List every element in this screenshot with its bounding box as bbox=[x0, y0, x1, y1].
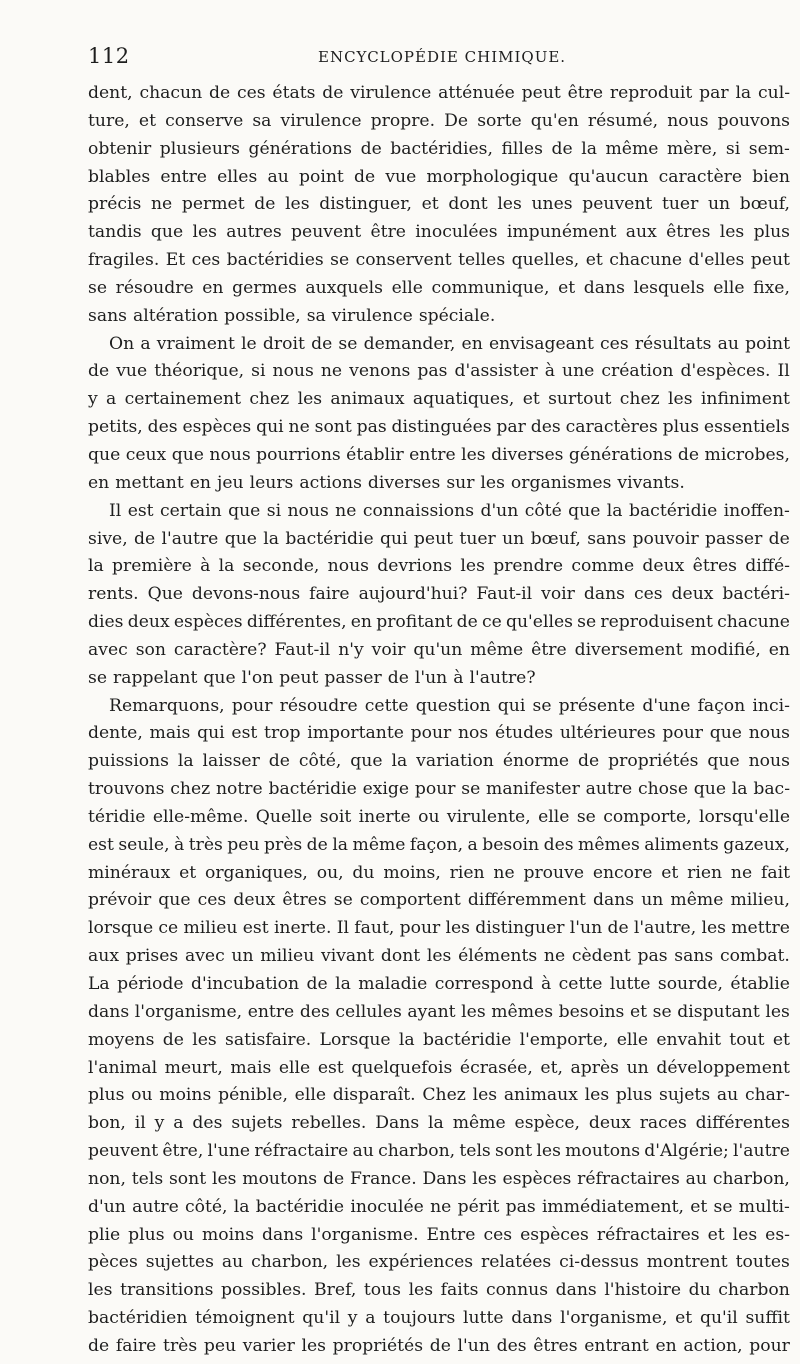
text-line: Il est certain que si nous ne connaissions d'un côté que la bactéridie inoffen- bbox=[109, 500, 790, 521]
text-line: On a vraiment le droit de se demander, en envisageant ces résultats au point bbox=[109, 333, 790, 354]
text-line: obtenir plusieurs générations de bactéridies, filles de la même mère, si sem- bbox=[88, 138, 790, 159]
text-line: les transitions possibles. Bref, tous les faits connus dans l'histoire du charbon bbox=[88, 1280, 790, 1301]
text-line: minéraux et organiques, ou, du moins, rien ne prouve encore et rien ne fait bbox=[88, 862, 790, 883]
text-line: dente, mais qui est trop importante pour nos études ultérieures pour que nous bbox=[88, 723, 790, 744]
text-line: pèces sujettes au charbon, les expériences relatées ci-dessus montrent toutes bbox=[88, 1252, 790, 1273]
text-line: tandis que les autres peuvent être inoculées impunément aux êtres les plus bbox=[88, 222, 790, 243]
text-line: ture, et conserve sa virulence propre. De sorte qu'en résumé, nous pouvons bbox=[88, 110, 790, 131]
text-line: est seule, à très peu près de la même façon, a besoin des mêmes aliments gazeux, bbox=[88, 834, 790, 855]
text-line: que ceux que nous pourrions établir entre les diverses générations de microbes, bbox=[88, 444, 790, 465]
text-line: dent, chacun de ces états de virulence atténuée peut être reproduit par la cul- bbox=[88, 83, 790, 103]
text-line: bon, il y a des sujets rebelles. Dans la même espèce, deux races différentes bbox=[88, 1113, 790, 1134]
text-line: trouvons chez notre bactéridie exige pour se manifester autre chose que la bac- bbox=[88, 779, 790, 800]
text-line: plie plus ou moins dans l'organisme. Entre ces espèces réfractaires et les es- bbox=[88, 1224, 790, 1245]
text-line: fragiles. Et ces bactéridies se conservent telles quelles, et chacune d'elles peut bbox=[88, 250, 790, 271]
text-line: l'animal meurt, mais elle est quelquefois écrasée, et, après un développement bbox=[88, 1057, 790, 1078]
text-line: plus ou moins pénible, elle disparaît. Chez les animaux les plus sujets au char- bbox=[88, 1085, 790, 1106]
text-line: moyens de les satisfaire. Lorsque la bactéridie l'emporte, elle envahit tout et bbox=[88, 1029, 790, 1050]
text-line: non, tels sont les moutons de France. Dans les espèces réfractaires au charbon, bbox=[88, 1168, 790, 1189]
text-line: lorsque ce milieu est inerte. Il faut, pour les distinguer l'un de l'autre, les mettre bbox=[88, 918, 790, 939]
text-line: La période d'incubation de la maladie correspond à cette lutte sourde, établie bbox=[88, 974, 790, 994]
body-text bbox=[88, 80, 790, 1361]
text-line: rents. Que devons-nous faire aujourd'hui? Faut-il voir dans ces deux bactéri- bbox=[88, 584, 790, 605]
text-line: puissions la laisser de côté, que la variation énorme de propriétés que nous bbox=[88, 751, 790, 772]
text-line: en mettant en jeu leurs actions diverses sur les organismes vivants. bbox=[88, 472, 685, 493]
text-line: bactéridien témoignent qu'il y a toujours lutte dans l'organisme, et qu'il suffit bbox=[88, 1308, 790, 1329]
text-line: aux prises avec un milieu vivant dont les éléments ne cèdent pas sans combat. bbox=[88, 946, 790, 967]
text-line: précis ne permet de les distinguer, et dont les unes peuvent tuer un bœuf, bbox=[88, 194, 790, 215]
text-line: sans altération possible, sa virulence spéciale. bbox=[88, 305, 496, 326]
text-line: téridie elle-même. Quelle soit inerte ou virulente, elle se comporte, lorsqu'elle bbox=[88, 806, 790, 827]
text-line: se résoudre en germes auxquels elle communique, et dans lesquels elle fixe, bbox=[88, 277, 790, 298]
text-line: la première à la seconde, nous devrions les prendre comme deux êtres diffé- bbox=[88, 556, 790, 577]
text-line: dans l'organisme, entre des cellules ayant les mêmes besoins et se disputant les bbox=[88, 1001, 790, 1022]
text-line: de faire très peu varier les propriétés de l'un des êtres entrant en action, pour bbox=[88, 1335, 790, 1356]
text-line: sive, de l'autre que la bactéridie qui peut tuer un bœuf, sans pouvoir passer de bbox=[88, 528, 790, 549]
text-line: avec son caractère? Faut-il n'y voir qu'un même être diversement modifié, en bbox=[88, 639, 790, 660]
running-head-title: ENCYCLOPÉDIE CHIMIQUE. bbox=[318, 48, 567, 66]
text-line: petits, des espèces qui ne sont pas distinguées par des caractères plus essentiels bbox=[88, 417, 790, 438]
text-line: peuvent être, l'une réfractaire au charbon, tels sont les moutons d'Algérie; l'autre bbox=[88, 1141, 790, 1162]
text-line: Remarquons, pour résoudre cette question qui se présente d'une façon inci- bbox=[109, 695, 790, 716]
page-number: 112 bbox=[88, 44, 130, 68]
text-line: prévoir que ces deux êtres se comportent différemment dans un même milieu, bbox=[88, 890, 790, 911]
text-line: y a certainement chez les animaux aquatiques, et surtout chez les infiniment bbox=[88, 389, 790, 410]
text-line: dies deux espèces différentes, en profitant de ce qu'elles se reproduisent chacune bbox=[88, 612, 790, 633]
text-line: de vue théorique, si nous ne venons pas d'assister à une création d'espèces. Il bbox=[88, 361, 790, 382]
text-line: se rappelant que l'on peut passer de l'un à l'autre? bbox=[88, 667, 536, 688]
text-line: d'un autre côté, la bactéridie inoculée ne périt pas immédiatement, et se multi- bbox=[88, 1196, 790, 1217]
text-line: blables entre elles au point de vue morphologique qu'aucun caractère bien bbox=[88, 166, 790, 187]
